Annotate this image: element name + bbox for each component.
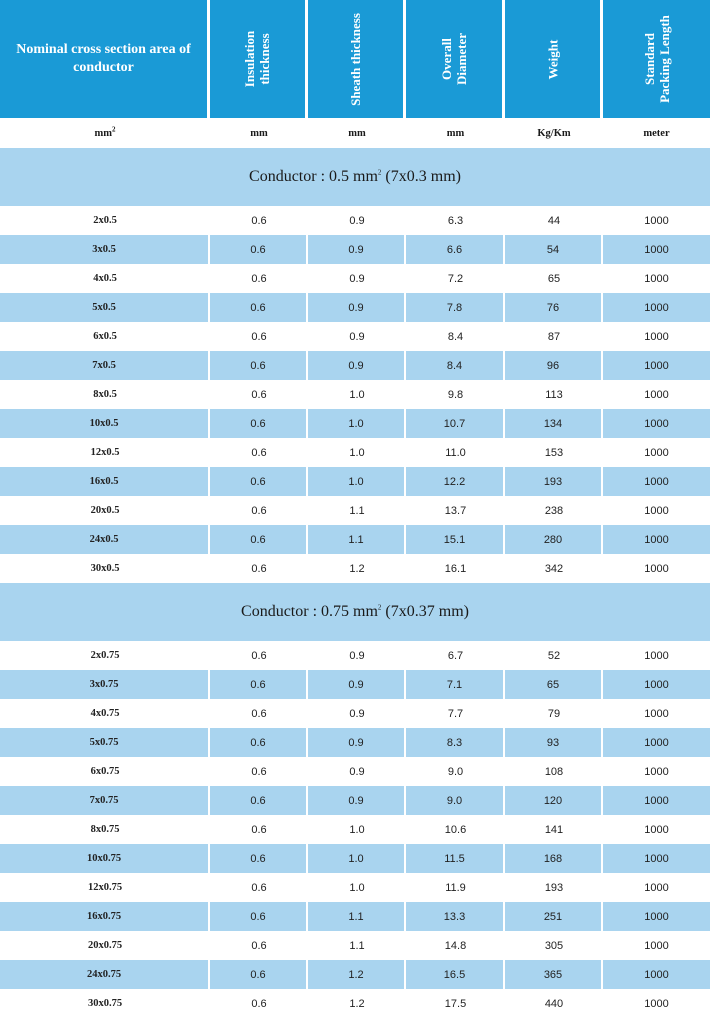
cell-packing: 1000 — [603, 844, 710, 873]
section-title-strand: (7x0.3 mm) — [381, 168, 461, 185]
cell-weight: 65 — [547, 272, 561, 285]
cell-sheath: 1.1 — [349, 504, 365, 517]
cell-insulation: 0.6 — [251, 707, 267, 720]
header-diameter-line1: Overall — [439, 38, 454, 80]
cell-size: 10x0.5 — [0, 409, 210, 438]
table-row — [0, 467, 710, 496]
section-title — [0, 583, 710, 641]
table-header — [0, 0, 710, 118]
cell-diameter: 16.5 — [406, 960, 505, 989]
header-sheath-line1: Sheath thickness — [347, 12, 363, 106]
cell-weight: 76 — [505, 293, 603, 322]
cell-sheath: 0.9 — [308, 293, 406, 322]
cell-packing: 1000 — [644, 823, 669, 836]
cell-sheath: 0.9 — [349, 649, 365, 662]
header-packing-line1: Standard — [641, 32, 657, 86]
cell-diameter: 6.3 — [447, 214, 464, 227]
section-rows — [0, 641, 710, 1018]
cell-size: 10x0.75 — [0, 844, 210, 873]
cell-insulation: 0.6 — [251, 214, 267, 227]
cell-sheath: 1.0 — [349, 881, 365, 894]
table-row — [0, 931, 710, 960]
cell-packing: 1000 — [603, 525, 710, 554]
cell-diameter: 6.7 — [447, 649, 464, 662]
cell-diameter: 8.3 — [406, 728, 505, 757]
table-row — [0, 264, 710, 293]
cell-weight: 52 — [547, 649, 561, 662]
cell-size: 6x0.75 — [90, 766, 120, 777]
cell-insulation: 0.6 — [210, 960, 308, 989]
cell-weight: 113 — [545, 388, 563, 401]
cell-sheath: 1.0 — [308, 844, 406, 873]
cell-insulation: 0.6 — [251, 823, 267, 836]
cell-weight: 365 — [505, 960, 603, 989]
cell-insulation: 0.6 — [210, 351, 308, 380]
cell-diameter: 6.6 — [406, 235, 505, 264]
cell-sheath: 1.2 — [349, 997, 365, 1010]
cell-packing: 1000 — [603, 728, 710, 757]
unit-sheath: mm — [348, 127, 366, 139]
cell-size: 6x0.5 — [93, 331, 117, 342]
section-title-superscript: 2 — [377, 168, 382, 177]
cell-insulation: 0.6 — [251, 504, 267, 517]
cell-size: 2x0.5 — [93, 215, 117, 226]
cell-diameter: 17.5 — [444, 997, 467, 1010]
cell-packing: 1000 — [603, 409, 710, 438]
cell-weight: 238 — [544, 504, 564, 517]
header-sheath-thickness — [308, 0, 406, 118]
cell-weight: 141 — [544, 823, 564, 836]
header-packing-line2: Packing Length — [656, 15, 672, 103]
header-insulation-label — [243, 31, 273, 87]
cell-insulation: 0.6 — [251, 446, 267, 459]
sections-container — [0, 148, 710, 1018]
cell-diameter: 14.8 — [444, 939, 467, 952]
cell-diameter: 11.5 — [406, 844, 505, 873]
cell-size: 12x0.5 — [90, 447, 120, 458]
header-insulation-line1: Insulation — [242, 30, 258, 88]
cell-weight: 44 — [547, 214, 561, 227]
table-row — [0, 699, 710, 728]
cell-insulation: 0.6 — [251, 562, 267, 575]
cell-packing: 1000 — [603, 235, 710, 264]
cell-packing: 1000 — [644, 649, 669, 662]
cell-weight: 108 — [544, 765, 564, 778]
cell-weight: 342 — [544, 562, 564, 575]
cell-diameter: 8.4 — [447, 330, 464, 343]
cell-weight: 87 — [547, 330, 561, 343]
cell-diameter: 7.2 — [447, 272, 464, 285]
cell-diameter: 16.1 — [444, 562, 467, 575]
table-row — [0, 786, 710, 815]
cell-packing: 1000 — [603, 670, 710, 699]
cell-size: 30x0.5 — [90, 563, 120, 574]
cell-weight: 251 — [505, 902, 603, 931]
cell-insulation: 0.6 — [251, 649, 267, 662]
table-row — [0, 815, 710, 844]
unit-cross-section: $mm^2$ — [94, 125, 116, 139]
cell-insulation: 0.6 — [251, 939, 267, 952]
cell-sheath: 1.1 — [349, 939, 365, 952]
section-title-text — [241, 603, 469, 621]
table-row — [0, 438, 710, 467]
cell-diameter: 10.7 — [406, 409, 505, 438]
cell-packing: 1000 — [603, 902, 710, 931]
unit-diameter: mm — [446, 127, 465, 139]
cell-size: 16x0.75 — [0, 902, 210, 931]
table-row — [0, 554, 710, 583]
cell-sheath: 1.0 — [308, 409, 406, 438]
cell-insulation: 0.6 — [210, 786, 308, 815]
cell-packing: 1000 — [644, 881, 669, 894]
cell-weight: 79 — [547, 707, 561, 720]
cell-packing: 1000 — [644, 707, 669, 720]
header-insulation-line2: thickness — [257, 33, 273, 85]
cell-size: 3x0.5 — [0, 235, 210, 264]
cell-weight: 54 — [505, 235, 603, 264]
table-row — [0, 873, 710, 902]
cell-packing: 1000 — [644, 214, 669, 227]
cell-weight: 168 — [505, 844, 603, 873]
header-weight-line1: Weight — [544, 39, 560, 79]
cell-insulation: 0.6 — [210, 902, 308, 931]
cell-sheath: 0.9 — [349, 330, 365, 343]
cell-sheath: 1.1 — [308, 902, 406, 931]
cell-weight: 153 — [544, 446, 564, 459]
cell-diameter: 9.0 — [406, 786, 505, 815]
cell-diameter: 11.9 — [445, 881, 466, 894]
section-title-main: Conductor : 0.5 mm — [249, 168, 378, 185]
cell-size: 24x0.5 — [0, 525, 210, 554]
cell-sheath: 1.0 — [349, 446, 365, 459]
cell-size: 8x0.75 — [90, 824, 120, 835]
cell-sheath: 0.9 — [308, 728, 406, 757]
cell-sheath: 0.9 — [349, 272, 365, 285]
table-row — [0, 757, 710, 786]
cell-diameter: 12.2 — [406, 467, 505, 496]
cell-sheath: 0.9 — [308, 351, 406, 380]
cell-size: 3x0.75 — [0, 670, 210, 699]
cell-insulation: 0.6 — [251, 765, 267, 778]
cell-packing: 1000 — [644, 939, 669, 952]
header-packing-label — [641, 15, 671, 103]
cell-insulation: 0.6 — [251, 388, 267, 401]
cell-insulation: 0.6 — [210, 293, 308, 322]
header-insulation-thickness — [210, 0, 308, 118]
cell-insulation: 0.6 — [210, 670, 308, 699]
cell-size: 20x0.75 — [87, 940, 123, 951]
cell-sheath: 0.9 — [349, 214, 365, 227]
unit-cross-section-text: mm — [94, 127, 112, 139]
cell-diameter: 9.8 — [447, 388, 464, 401]
cell-weight: 65 — [505, 670, 603, 699]
table-row — [0, 670, 710, 699]
cell-insulation: 0.6 — [210, 235, 308, 264]
cell-sheath: 1.2 — [349, 562, 365, 575]
cell-weight: 440 — [544, 997, 564, 1010]
cell-packing: 1000 — [644, 562, 669, 575]
header-sheath-label — [348, 13, 363, 106]
cell-insulation: 0.6 — [251, 881, 267, 894]
section-rows — [0, 206, 710, 583]
cell-diameter: 7.8 — [406, 293, 505, 322]
unit-insulation: mm — [250, 127, 268, 139]
header-weight-label — [545, 39, 560, 79]
table-row — [0, 641, 710, 670]
cell-packing: 1000 — [603, 786, 710, 815]
cell-packing: 1000 — [644, 330, 669, 343]
header-overall-diameter — [406, 0, 505, 118]
cell-sheath: 0.9 — [349, 707, 365, 720]
table-row — [0, 728, 710, 757]
cell-packing: 1000 — [644, 504, 669, 517]
table-row — [0, 844, 710, 873]
cell-insulation: 0.6 — [210, 728, 308, 757]
cell-weight: 93 — [505, 728, 603, 757]
cell-sheath: 0.9 — [308, 235, 406, 264]
header-weight — [505, 0, 603, 118]
cell-size: 7x0.75 — [0, 786, 210, 815]
section-title-strand: (7x0.37 mm) — [381, 603, 469, 620]
table-row — [0, 409, 710, 438]
cell-insulation: 0.6 — [210, 844, 308, 873]
cell-sheath: 0.9 — [349, 765, 365, 778]
cell-sheath: 1.0 — [308, 467, 406, 496]
cell-weight: 280 — [505, 525, 603, 554]
cell-sheath: 1.1 — [308, 525, 406, 554]
cell-size: 5x0.75 — [0, 728, 210, 757]
table-row — [0, 960, 710, 989]
cell-size: 16x0.5 — [0, 467, 210, 496]
cell-diameter: 8.4 — [406, 351, 505, 380]
cell-size: 8x0.5 — [93, 389, 117, 400]
cell-size: 4x0.75 — [90, 708, 120, 719]
cell-diameter: 7.7 — [447, 707, 464, 720]
table-row — [0, 525, 710, 554]
cell-packing: 1000 — [603, 960, 710, 989]
cell-weight: 96 — [505, 351, 603, 380]
cell-packing: 1000 — [644, 272, 669, 285]
section-title-main: Conductor : 0.75 mm — [241, 603, 378, 620]
cell-packing: 1000 — [603, 467, 710, 496]
section-title-superscript: 2 — [377, 603, 382, 612]
cell-size: 2x0.75 — [90, 650, 120, 661]
cell-size: 20x0.5 — [90, 505, 120, 516]
cell-insulation: 0.6 — [210, 409, 308, 438]
section-title — [0, 148, 710, 206]
header-cross-section-label: Nominal cross section area of conductor — [16, 42, 191, 75]
cell-diameter: 10.6 — [444, 823, 467, 836]
cell-weight: 305 — [544, 939, 564, 952]
cell-weight: 120 — [505, 786, 603, 815]
table-row — [0, 206, 710, 235]
cell-size: 24x0.75 — [0, 960, 210, 989]
cell-diameter: 11.0 — [445, 446, 466, 459]
table-row — [0, 351, 710, 380]
cell-sheath: 1.0 — [349, 823, 365, 836]
cell-packing: 1000 — [644, 446, 669, 459]
cell-diameter: 9.0 — [447, 765, 464, 778]
cell-size: 5x0.5 — [0, 293, 210, 322]
cell-size: 12x0.75 — [87, 882, 123, 893]
units-row — [0, 118, 710, 148]
header-diameter-label — [439, 33, 469, 85]
cell-diameter: 7.1 — [406, 670, 505, 699]
header-packing-length — [603, 0, 710, 118]
cell-packing: 1000 — [644, 997, 669, 1010]
cell-insulation: 0.6 — [210, 467, 308, 496]
table-row — [0, 496, 710, 525]
cell-diameter: 15.1 — [406, 525, 505, 554]
cell-weight: 134 — [505, 409, 603, 438]
cell-sheath: 0.9 — [308, 670, 406, 699]
table-row — [0, 322, 710, 351]
cell-packing: 1000 — [603, 293, 710, 322]
cell-packing: 1000 — [644, 765, 669, 778]
cell-size: 4x0.5 — [93, 273, 117, 284]
table-row — [0, 989, 710, 1018]
table-row — [0, 293, 710, 322]
cell-size: 7x0.5 — [0, 351, 210, 380]
unit-packing: meter — [643, 127, 670, 139]
table-row — [0, 380, 710, 409]
header-diameter-line2: Diameter — [454, 33, 469, 85]
cell-weight: 193 — [544, 881, 564, 894]
cell-insulation: 0.6 — [251, 330, 267, 343]
cell-sheath: 0.9 — [308, 786, 406, 815]
cell-insulation: 0.6 — [210, 525, 308, 554]
cell-weight: 193 — [505, 467, 603, 496]
header-cross-section — [0, 0, 210, 118]
section-title-text — [249, 168, 461, 186]
unit-weight: Kg/Km — [537, 127, 571, 139]
cell-insulation: 0.6 — [251, 272, 267, 285]
cell-packing: 1000 — [644, 388, 669, 401]
cell-size: 30x0.75 — [87, 998, 123, 1009]
cell-sheath: 1.2 — [308, 960, 406, 989]
cell-diameter: 13.7 — [444, 504, 467, 517]
cell-packing: 1000 — [603, 351, 710, 380]
cell-sheath: 1.0 — [349, 388, 365, 401]
cell-diameter: 13.3 — [406, 902, 505, 931]
table-row — [0, 235, 710, 264]
cell-insulation: 0.6 — [251, 997, 267, 1010]
table-row — [0, 902, 710, 931]
